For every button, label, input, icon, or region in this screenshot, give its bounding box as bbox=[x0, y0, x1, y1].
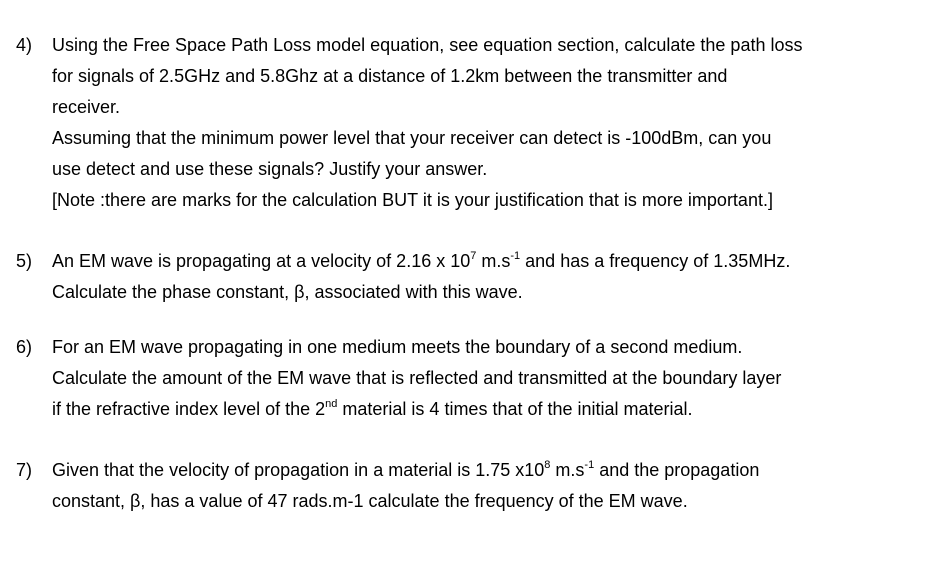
question-text bbox=[52, 455, 916, 517]
text-segment: m.s bbox=[476, 251, 511, 271]
superscript: nd bbox=[325, 398, 338, 410]
text-segment: material is 4 times that of the initial material. bbox=[337, 399, 693, 419]
text-segment: Given that the velocity of propagation in a material is 1.75 x10 bbox=[52, 460, 545, 480]
question-text bbox=[52, 332, 916, 425]
text-line: Using the Free Space Path Loss model equation, see equation section, calculate the path loss bbox=[52, 35, 803, 55]
text-line: use detect and use these signals? Justify your answer. bbox=[52, 159, 488, 179]
question-text bbox=[52, 30, 916, 216]
text-segment: and has a frequency of 1.35MHz. bbox=[520, 251, 791, 271]
superscript: 7 bbox=[470, 250, 477, 262]
text-line: [Note :there are marks for the calculation BUT it is your justification that is more important.] bbox=[52, 190, 773, 210]
text-segment: An EM wave is propagating at a velocity of 2.16 x 10 bbox=[52, 251, 471, 271]
superscript: 8 bbox=[544, 459, 551, 471]
text-line: receiver. bbox=[52, 97, 121, 117]
superscript: -1 bbox=[510, 250, 521, 262]
text-line: For an EM wave propagating in one medium meets the boundary of a second medium. bbox=[52, 337, 743, 357]
question-number: 4) bbox=[16, 35, 33, 55]
text-segment: and the propagation bbox=[594, 460, 760, 480]
text-line bbox=[52, 246, 916, 277]
text-line: constant, β, has a value of 47 rads.m-1 calculate the frequency of the EM wave. bbox=[52, 491, 688, 511]
question-text bbox=[52, 246, 916, 308]
text-segment: if the refractive index level of the 2 bbox=[52, 399, 326, 419]
question-number: 6) bbox=[16, 337, 33, 357]
text-line: Calculate the phase constant, β, associated with this wave. bbox=[52, 282, 523, 302]
text-line bbox=[52, 394, 916, 425]
superscript: -1 bbox=[584, 459, 595, 471]
text-segment: m.s bbox=[550, 460, 585, 480]
text-line: Assuming that the minimum power level that your receiver can detect is -100dBm, can you bbox=[52, 128, 772, 148]
text-line bbox=[52, 455, 916, 486]
text-line: for signals of 2.5GHz and 5.8Ghz at a distance of 1.2km between the transmitter and bbox=[52, 66, 728, 86]
question-number: 7) bbox=[16, 460, 33, 480]
question-number: 5) bbox=[16, 251, 33, 271]
text-line: Calculate the amount of the EM wave that is reflected and transmitted at the boundary layer bbox=[52, 368, 782, 388]
